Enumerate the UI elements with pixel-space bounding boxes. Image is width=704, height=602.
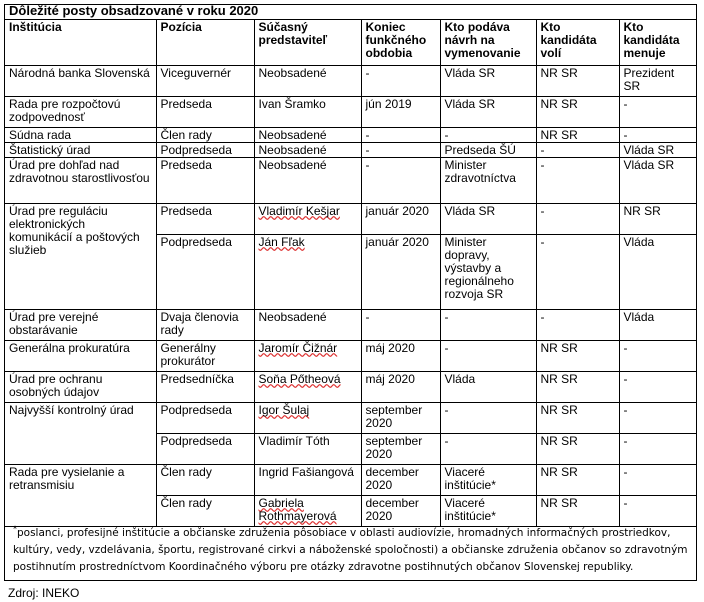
cell-institution: Úrad pre verejné obstarávanie: [5, 309, 156, 340]
cell-position: Podpredseda: [156, 234, 254, 309]
col-header-term-end: Koniec funkčného obdobia: [361, 20, 440, 65]
cell-appointer: Vláda: [619, 309, 696, 340]
table-row: [5, 402, 696, 433]
cell-institution: Úrad pre ochranu osobných údajov: [5, 371, 156, 402]
table-row: [5, 340, 696, 371]
col-header-representative: Súčasný predstaviteľ: [254, 20, 361, 65]
representative-name: Vladimír Kešjar: [258, 203, 340, 218]
cell-appointer: -: [619, 127, 696, 142]
cell-nominator: Vláda: [440, 371, 536, 402]
cell-representative: [254, 234, 361, 309]
cell-institution: Štatistický úrad: [5, 142, 156, 157]
cell-elector: NR SR: [536, 433, 619, 464]
positions-table: [5, 20, 696, 527]
cell-term-end: -: [361, 309, 440, 340]
table-row: [5, 142, 696, 157]
table-row: [5, 127, 696, 142]
cell-nominator: -: [440, 433, 536, 464]
col-header-institution: Inštitúcia: [5, 20, 156, 65]
cell-elector: -: [536, 157, 619, 203]
footnote-text: poslanci, profesijné inštitúcie a občianske združenia pôsobiace v oblasti audiovízie, hromadných informačných prostriedkov, kultúry, vedy, vzdelávania, športu, registrované cirkvi a náboženské spoločnosti) a občianske združenia občanov so zdravotným postihnutím prostredníctvom Koordinačného výboru pre otázky zdravotne postihnutých občanov Slovenskej republiky.: [13, 527, 688, 573]
cell-representative: [254, 203, 361, 234]
representative-name: Ján Fľak: [258, 234, 305, 249]
cell-term-end: -: [361, 127, 440, 142]
cell-term-end: máj 2020: [361, 340, 440, 371]
col-header-nominator: Kto podáva návrh na vymenovanie: [440, 20, 536, 65]
cell-nominator: -: [440, 309, 536, 340]
cell-nominator: Predseda ŠÚ: [440, 142, 536, 157]
cell-position: Člen rady: [156, 495, 254, 526]
col-header-appointer: Kto kandidáta menuje: [619, 20, 696, 65]
cell-representative: Vladimír Tóth: [254, 433, 361, 464]
cell-nominator: Vláda SR: [440, 96, 536, 127]
cell-nominator: Vláda SR: [440, 65, 536, 96]
cell-representative: Neobsadené: [254, 309, 361, 340]
cell-nominator: -: [440, 402, 536, 433]
cell-appointer: -: [619, 495, 696, 526]
cell-position: Podpredseda: [156, 142, 254, 157]
cell-nominator: -: [440, 127, 536, 142]
cell-position: Viceguvernér: [156, 65, 254, 96]
cell-institution: Najvyšší kontrolný úrad: [5, 402, 156, 464]
cell-elector: NR SR: [536, 340, 619, 371]
cell-institution: Úrad pre dohľad nad zdravotnou starostlivosťou: [5, 157, 156, 203]
cell-representative: Neobsadené: [254, 157, 361, 203]
cell-nominator: Viaceré inštitúcie*: [440, 495, 536, 526]
cell-appointer: -: [619, 96, 696, 127]
footnote-mark: *: [13, 524, 17, 534]
cell-appointer: Vláda: [619, 234, 696, 309]
cell-term-end: september 2020: [361, 433, 440, 464]
cell-representative: Neobsadené: [254, 142, 361, 157]
cell-institution: Úrad pre reguláciu elektronických komunikácií a poštových služieb: [5, 203, 156, 309]
cell-institution: Súdna rada: [5, 127, 156, 142]
cell-term-end: máj 2020: [361, 371, 440, 402]
cell-term-end: január 2020: [361, 203, 440, 234]
cell-term-end: december 2020: [361, 464, 440, 495]
table-row: [5, 96, 696, 127]
table-row: [5, 309, 696, 340]
cell-nominator: Vláda SR: [440, 203, 536, 234]
cell-representative: Neobsadené: [254, 65, 361, 96]
cell-representative: [254, 371, 361, 402]
cell-elector: NR SR: [536, 371, 619, 402]
table-row: [5, 464, 696, 495]
cell-appointer: -: [619, 433, 696, 464]
cell-appointer: -: [619, 371, 696, 402]
cell-position: Predseda: [156, 203, 254, 234]
footnote: [13, 525, 688, 576]
cell-institution: Rada pre rozpočtovú zodpovednosť: [5, 96, 156, 127]
cell-representative: [254, 340, 361, 371]
cell-position: Člen rady: [156, 127, 254, 142]
cell-term-end: jún 2019: [361, 96, 440, 127]
cell-term-end: január 2020: [361, 234, 440, 309]
cell-nominator: Minister dopravy, výstavby a regionálneho rozvoja SR: [440, 234, 536, 309]
table-row: [5, 371, 696, 402]
cell-position: Člen rady: [156, 464, 254, 495]
cell-representative: Ingrid Fašiangová: [254, 464, 361, 495]
cell-term-end: september 2020: [361, 402, 440, 433]
cell-position: Generálny prokurátor: [156, 340, 254, 371]
cell-appointer: Prezident SR: [619, 65, 696, 96]
representative-name: Soňa Pőtheová: [258, 371, 341, 386]
cell-appointer: -: [619, 464, 696, 495]
table-row: [5, 65, 696, 96]
cell-nominator: Minister zdravotníctva: [440, 157, 536, 203]
cell-elector: NR SR: [536, 127, 619, 142]
cell-institution: Rada pre vysielanie a retransmisiu: [5, 464, 156, 526]
header-row: [5, 20, 696, 65]
cell-position: Predseda: [156, 157, 254, 203]
col-header-elector: Kto kandidáta volí: [536, 20, 619, 65]
table-title: Dôležité posty obsadzované v roku 2020: [9, 3, 259, 18]
cell-position: Podpredseda: [156, 433, 254, 464]
cell-elector: NR SR: [536, 495, 619, 526]
cell-nominator: -: [440, 340, 536, 371]
cell-appointer: -: [619, 340, 696, 371]
cell-elector: NR SR: [536, 464, 619, 495]
cell-elector: NR SR: [536, 402, 619, 433]
cell-appointer: Vláda SR: [619, 142, 696, 157]
cell-appointer: NR SR: [619, 203, 696, 234]
cell-institution: Národná banka Slovenská: [5, 65, 156, 96]
cell-elector: -: [536, 142, 619, 157]
cell-representative: [254, 495, 361, 526]
cell-representative: Neobsadené: [254, 127, 361, 142]
cell-institution: Generálna prokuratúra: [5, 340, 156, 371]
representative-name: Jaromír Čižnár: [258, 340, 338, 355]
cell-position: Dvaja členovia rady: [156, 309, 254, 340]
cell-representative: [254, 402, 361, 433]
cell-term-end: -: [361, 142, 440, 157]
table-row: [5, 203, 696, 234]
cell-elector: -: [536, 203, 619, 234]
representative-name: Gabriela Rothmayerová: [258, 495, 337, 523]
cell-term-end: december 2020: [361, 495, 440, 526]
cell-elector: -: [536, 309, 619, 340]
cell-nominator: Viaceré inštitúcie*: [440, 464, 536, 495]
cell-representative: Ivan Šramko: [254, 96, 361, 127]
cell-position: Predseda: [156, 96, 254, 127]
col-header-position: Pozícia: [156, 20, 254, 65]
cell-term-end: -: [361, 65, 440, 96]
cell-elector: -: [536, 234, 619, 309]
cell-position: Podpredseda: [156, 402, 254, 433]
source-note: Zdroj: INEKO: [8, 586, 80, 600]
table-row: [5, 157, 696, 203]
representative-name: Igor Šulaj: [258, 402, 310, 417]
cell-appointer: -: [619, 402, 696, 433]
cell-term-end: -: [361, 157, 440, 203]
cell-elector: NR SR: [536, 96, 619, 127]
cell-elector: NR SR: [536, 65, 619, 96]
cell-position: Predsedníčka: [156, 371, 254, 402]
cell-appointer: Vláda SR: [619, 157, 696, 203]
